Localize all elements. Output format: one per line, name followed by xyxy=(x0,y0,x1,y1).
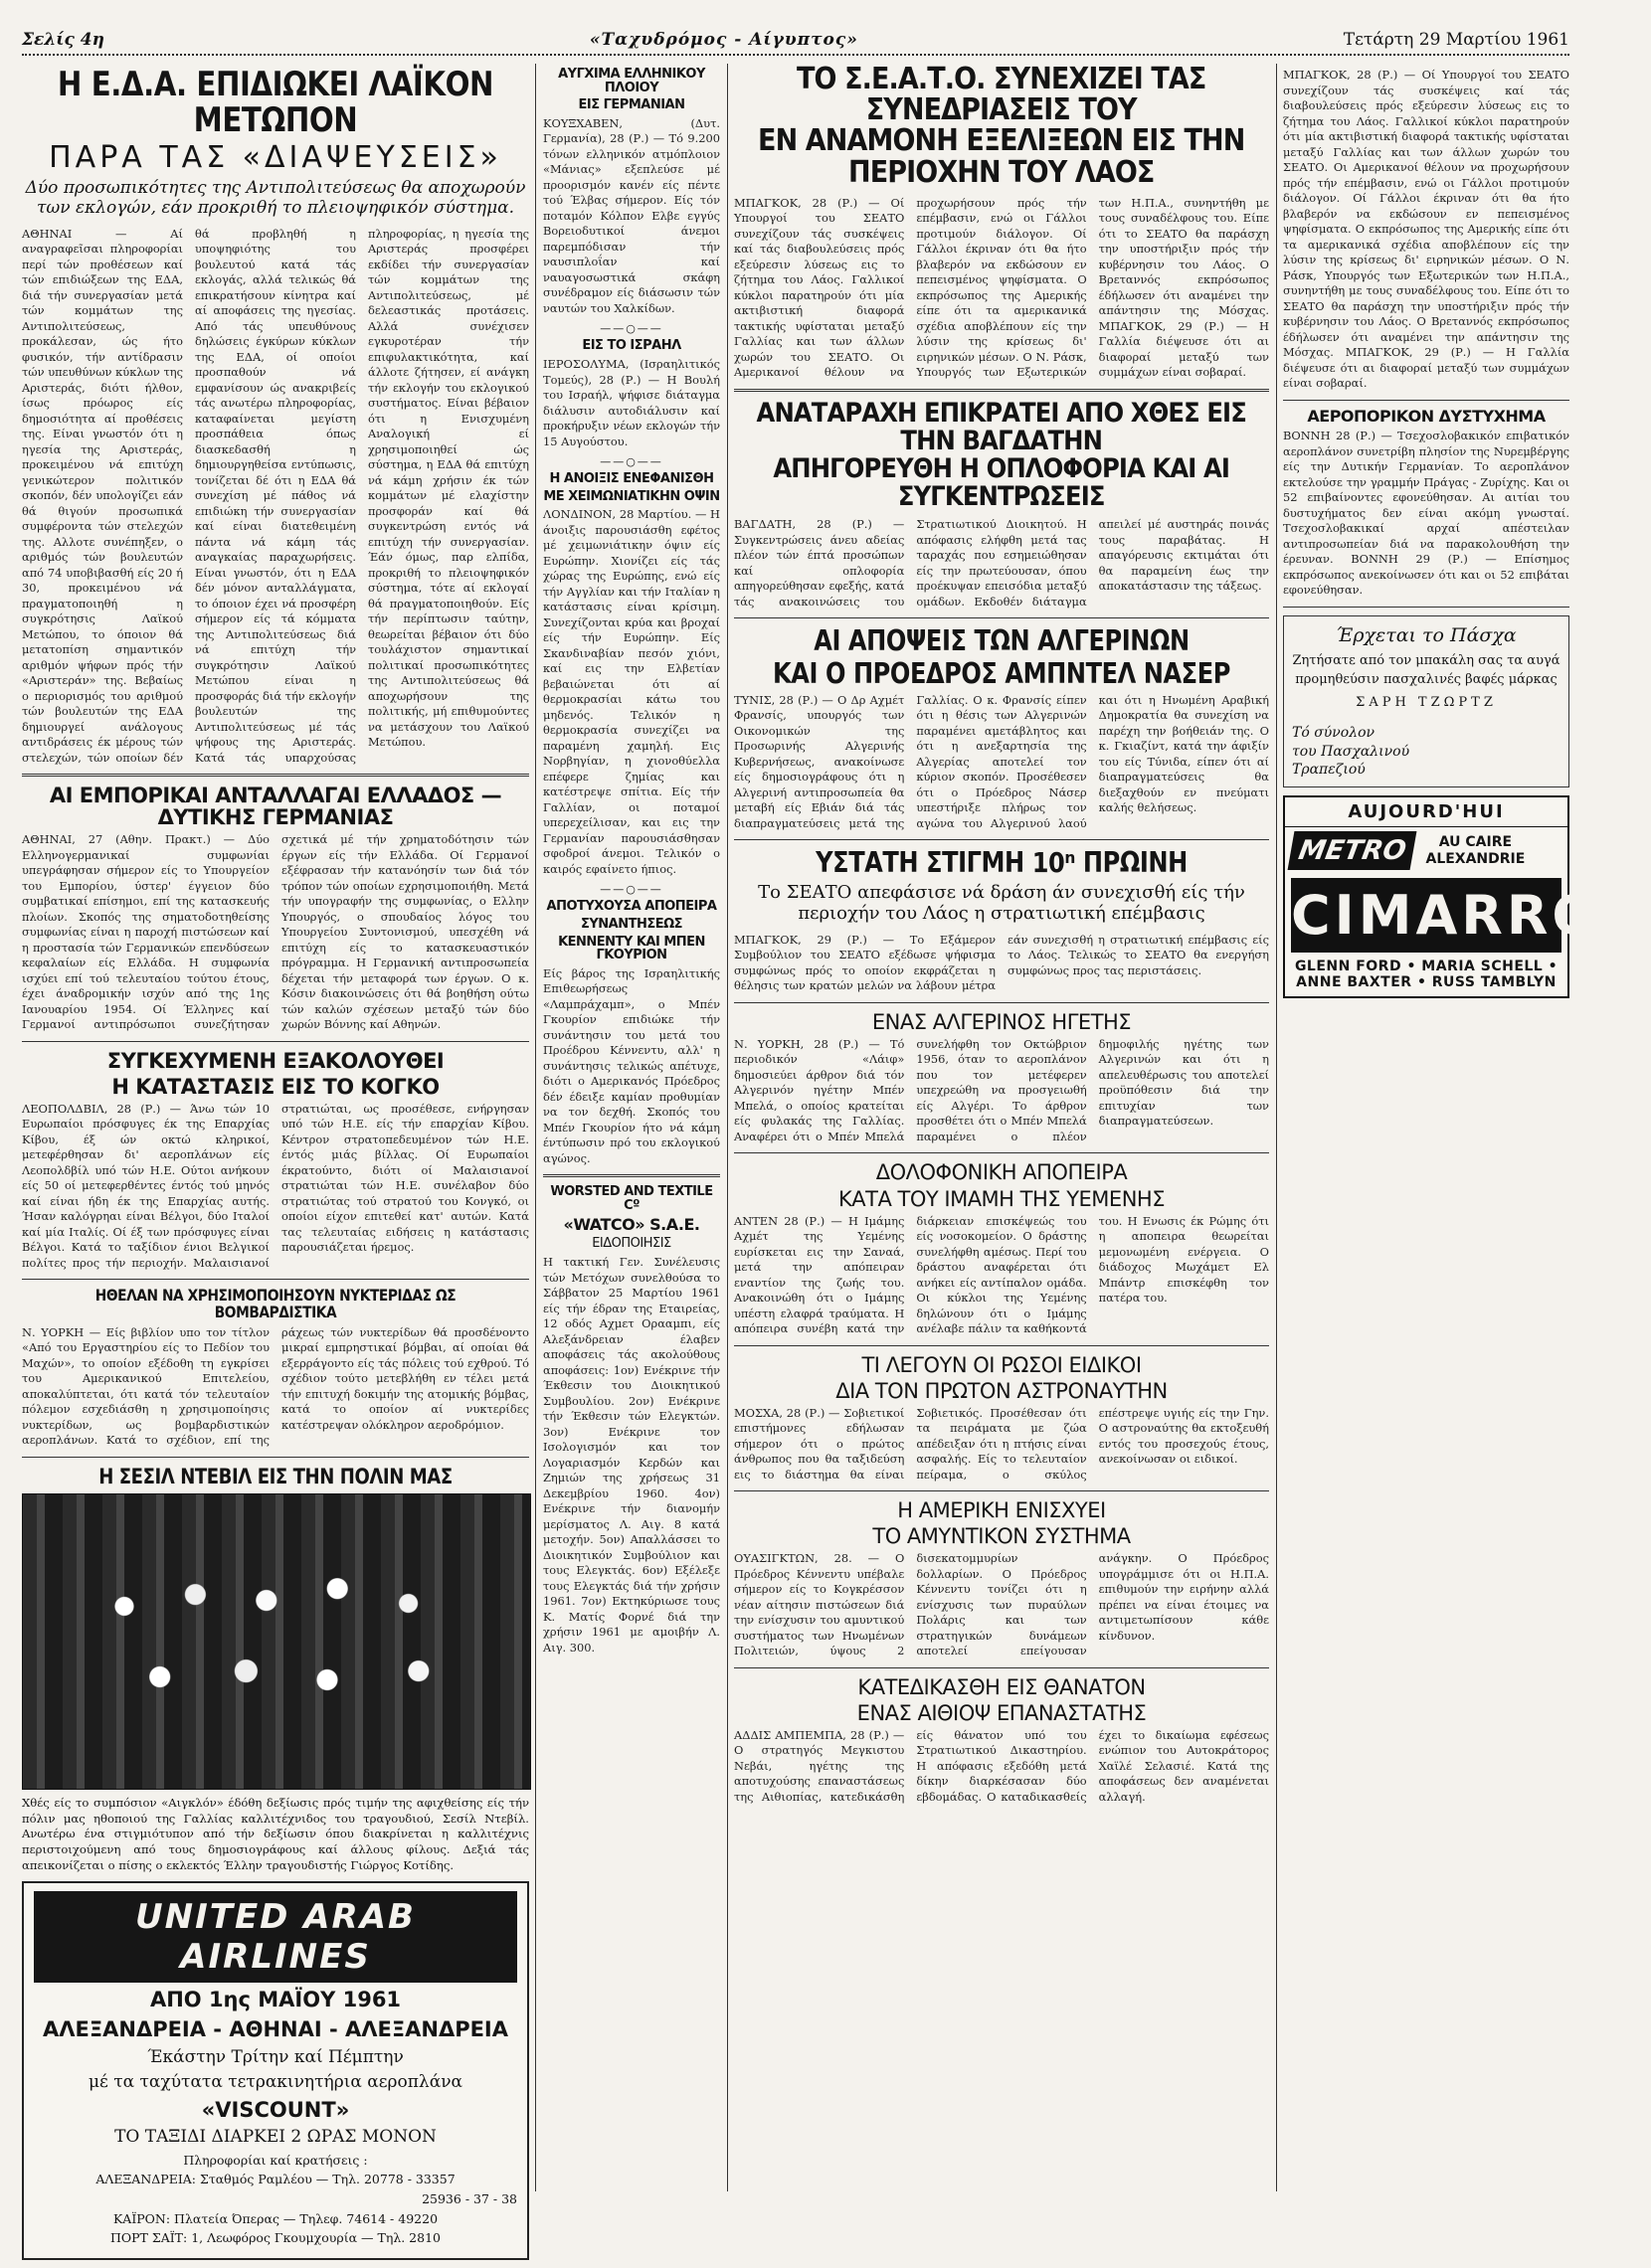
article-body: Ν. ΥΟΡΚΗ, 28 (Ρ.) — Τό περιοδικόν «Λάιφ» δημοσιεύει άρθρον διά τόν Αλγερινόν ηγέτην Μπέν Μπελά, ο οποίος κρατείται είς φυλακάς της Γαλλίας. Αναφέρει ότι ο Μπέν Μπελά συνελήφθη τον Οκτώβριον 1956, όταν το αεροπλάνον που τον μετέφερεν υπεχρεώθη να προσγειωθή είς Αλγέρι. Το άρθρον προσθέτει ότι ο Μπέν Μπελά παραμένει ο πλέον δημοφιλής ηγέτης των Αλγερινών και ότι η απελευθέρωσις του αποτελεί προϋπόθεσιν διά την επιτυχίαν των διαπραγματεύσεων. xyxy=(734,1036,1269,1143)
headline: ΗΘΕΛΑΝ ΝΑ ΧΡΗΣΙΜΟΠΟΙΗΣΟΥΝ ΝΥΚΤΕΡΙΔΑΣ ΩΣ ΒΟΜΒΑΡΔΙΣΤΙΚΑ xyxy=(94,1286,457,1322)
headline: ΑΙ ΑΠΟΨΕΙΣ ΤΩΝ ΑΛΓΕΡΙΝΩΝ xyxy=(814,624,1190,658)
article-baghdad xyxy=(734,397,1269,610)
ad-text: μέ τα ταχύτατα τετρακινητήρια αεροπλάνα xyxy=(88,2071,463,2092)
headline: ΑΝΑΤΑΡΑΧΗ ΕΠΙΚΡΑΤΕΙ ΑΠΟ ΧΘΕΣ ΕΙΣ ΤΗΝ ΒΑΓΔΑΤΗΝ xyxy=(756,397,1246,456)
headline: ΑΕΡΟΠΟΡΙΚΟΝ ΔΥΣΤΥΧΗΜΑ xyxy=(1307,406,1546,426)
subheadline: Δύο προσωπικότητες της Αντιπολιτεύσεως θα αποχωρούν των εκλογών, εάν προκριθή το πλειοψηφικόν σύστημα. xyxy=(25,177,526,219)
ad-text: ΠΟΡΤ ΣΑΪΤ: 1, Λεωφόρος Γκουμχουρία — Τηλ. 2810 xyxy=(110,2230,441,2246)
headline: ΔΙΑ ΤΟΝ ΠΡΩΤΟΝ ΑΣΤΡΟΝΑΥΤΗΝ xyxy=(835,1378,1168,1403)
article-body: ΤΥΝΙΣ, 28 (Ρ.) — Ο Δρ Αχμέτ Φρανσίς, υπουργός των Οικονομικών της Προσωρινής Αλγερινής Κυβερνήσεως, ανακοίνωσε είς δημοσιογράφους ότι η Αλγερινή αντιπροσωπεία θα μεταβή είς Εβιάν διά τάς διαπραγματεύσεις μετά της Γαλλίας. Ο κ. Φρανσίς είπεν ότι η θέσις των Αλγερινών παραμένει αμετάβλητος και ότι η ανεξαρτησία της Αλγερίας αποτελεί τον κύριον σκοπόν. Προσέθεσεν ότι ο Πρόεδρος Νάσερ υπεστήριξε πλήρως τον αγώνα του Αλγερινού λαού και ότι η Ηνωμένη Αραβική Δημοκρατία θα συνεχίση να παρέχη την βοήθειάν της. Ο κ. Γκιαζίντ, κατά την άφιξίν του είς Τύνιδα, είπεν ότι αί διαπραγματεύσεις θα διεξαχθούν εν πνεύματι καλής θελήσεως. xyxy=(734,692,1269,830)
cinema-header xyxy=(1285,827,1567,874)
headline: ΕΝΑΣ ΑΙΘΙΟΨ ΕΠΑΝΑΣΤΑΤΗΣ xyxy=(856,1700,1147,1725)
divider xyxy=(22,1041,529,1042)
paper-name: «Ταχυδρόμος - Αίγυπτος» xyxy=(589,30,858,50)
article-body: ΑΔΔΙΣ ΑΜΠΕΜΠΑ, 28 (Ρ.) — Ο στρατηγός Μεγκιστου Νεβάι, ηγέτης της αποτυχούσης επαναστάσεως της Αιθιοπίας, κατεδικάσθη είς θάνατον υπό του Στρατιωτικού Δικαστηρίου. Η απόφασις εξεδόθη μετά δίκην διαρκέσασαν δύο εβδομάδας. Ο καταδικασθείς έχει το δικαίωμα εφέσεως ενώπιον του Αυτοκράτορος Χαϊλέ Σελασιέ. Κατά της αποφάσεως δεν αναμένεται αλλαγή. xyxy=(734,1727,1269,1804)
airline-logo: UNITED ARAB AIRLINES xyxy=(34,1891,517,1983)
subheadline: Το ΣΕΑΤΟ απεφάσισε νά δράση άν συνεχισθή είς τήν περιοχήν του Λάος η στρατιωτική επέμβασις xyxy=(758,881,1245,925)
headline: ΜΕ ΧΕΙΜΩΝΙΑΤΙΚΗΝ ΟΨΙΝ xyxy=(543,488,720,504)
article-body: ΒΑΓΔΑΤΗ, 28 (Ρ.) — Συγκεντρώσεις άνευ αδείας πλέον τών έπτά προσώπων καί οπλοφορία απηγορεύθησαν εφεξής, κατά τάς ανακοινώσεις του Στρατιωτικού Διοικητού. Η απόφασις ελήφθη μετά τας ταραχάς που εσημειώθησαν είς την πρωτεύουσαν, όπου προέκυψαν επεισόδια μεταξύ ομάδων. Εκδοθέν διάταγμα απειλεί μέ αυστηράς ποινάς τους παραβάτας. Η απαγόρευσις εκτιμάται ότι θα παραμείνη έως την αποκατάστασιν της τάξεως. xyxy=(734,517,1269,609)
headline: ΕΙΣ ΓΕΡΜΑΝΙΑΝ xyxy=(578,97,685,113)
headline: ΠΑΡΑ ΤΑΣ «ΔΙΑΨΕΥΣΕΙΣ» xyxy=(49,140,502,176)
column-rule xyxy=(535,64,536,2191)
newspaper-page xyxy=(22,14,1651,2246)
article-body: ΑΝΤΕΝ 28 (Ρ.) — Η Ιμάμης Αχμέτ της Υεμένης ευρίσκεται εις την Σαναά, μετά την απόπειραν εναντίον της ζωής του. Ανακοινώθη ότι ο Ιμάμης υπέστη ελαφρά τραύματα. Η απόπειρα συνέβη κατά την διάρκειαν επισκέψεώς του είς νοσοκομείον. Ο δράστης συνελήφθη αμέσως. Περί του δράστου αναφέρεται ότι ανήκει είς αντίπαλον ομάδα. Οι κύκλοι της Υεμένης δηλώνουν ότι ο Ιμάμης ανέλαβε πάλιν τα καθήκοντά του. Η Ενωσις έκ Ρώμης ότι η αποπειρα θεωρείται μεμονωμένη ενέργεια. Ο διάδοχος Μωχάμετ Ελ Μπάντρ επισκέφθη τον πατέρα του. xyxy=(734,1213,1269,1336)
divider xyxy=(22,1279,529,1280)
ad-slogan-line: του Πασχαλινού xyxy=(1292,743,1410,760)
company-notice xyxy=(543,1185,720,1656)
headline: Η ΣΕΣΙΛ ΝΤΕΒΙΛ ΕΙΣ ΤΗΝ ΠΟΛΙΝ ΜΑΣ xyxy=(98,1464,453,1488)
article-body: ΜΠΑΓΚΟΚ, 28 (Ρ.) — Οί Υπουργοί του ΣΕΑΤΟ συνεχίζουν τάς συσκέψεις καί τάς διαβουλεύσεις πρός εξεύρεσιν λύσεως εις το ζήτημα του Λάος. Γαλλικοί κύκλοι παρατηρούν ότι μία ακτιβιστική διαφορά τακτικής υφίσταται μεταξύ Γαλλίας και των άλλων χωρών του ΣΕΑΤΟ. Οι Αμερικανοί θέλουν να προχωρήσουν πρός τήν επέμβασιν, ενώ οι Γάλλοι προτιμούν διάλογον. Οί Γάλλοι έκριναν ότι θα ήτο βλαβερόν να εκδώσουν εν πεπεισμένος ψηφίσματα. Ο εκπρόσωπος της Αμερικής είπε ότι τα αμερικανικά σχέδια αποβλέπουν είς την λύσιν της κρίσεως δι' ειρηνικών μέσων. Ο Ν. Ράσκ, Υπουργός των Εξωτερικών των Η.Π.Α., συνηντήθη με τους συναδέλφους του. Είπε ότι το ΣΕΑΤΟ θα παράσχη την υποστήριξιν πρός τήν κυβέρνησιν του Λάος. Ο Βρεταννός εκπρόσωπος έδήλωσεν ότι αναμένει την απάντησιν της Μόσχας. ΜΠΑΓΚΟΚ, 29 (Ρ.) — Η Γαλλία διέψευσε ότι αι διαφοραί μεταξύ των συμμάχων είναι σοβαραί. xyxy=(1283,68,1569,390)
headline: ΕΝΑΣ ΑΛΓΕΡΙΝΟΣ ΗΓΕΤΗΣ xyxy=(871,1009,1132,1034)
article-body: ΛΕΟΠΟΛΔΒΙΛ, 28 (Ρ.) — Άνω τών 10 Ευρωπαίοι πρόσφυγες έκ της Επαρχίας Κίβου, έξ ών οκτώ κληρικοί, μετεφέρθησαν δι' αεροπλάνων είς Λεοπολδβίλ υπό τών Η.Ε. Ούτοι ανήκουν είς 50 οί μετεφερθέντες έντός τού μηνός καί είναι ήδη έκ της Επαρχίας αυτής. Ήσαν καλόγρηαι είναι Βέλγοι, δύο Ιταλοί καί μία Ιταλίς. Οί έξ των πρόσφυγες είναι Βέλγοι. Κατά το ταξίδιον ένιοι Βελγικοί πολίτες προς τήν περιοχήν. Μαλαισιανοί στρατιώται, ως προσέθεσε, ενήργησαν υπό τών Η.Ε. είς τήν επαρχίαν Κίβου. Κέντρον στρατοπεδευμένον τών Η.Ε. έντός μιάς βίλλας. Οί Ευρωπαίοι έκρατούντο, διότι οί Μαλαισιανοί στρατιώται τών Η.Ε. συνέλαβον δύο στρατιώτας τού στρατού του Κονγκό, οι οποίοι είχον επιτεθεί κατ' αυτών. Κατά τας τελευταίας ειδήσεις η κατάστασις παρουσιάζεται ήρεμος. xyxy=(22,1101,529,1270)
article-seato xyxy=(734,64,1269,381)
headline: ΑΥΓΧΙΜΑ ΕΛΛΗΝΙΚΟΥ ΠΛΟΙΟΥ xyxy=(558,67,705,95)
article-body: ΑΘΗΝΑΙ — Αί αναγραφεῖσαι πληροφορίαι περί τών προθέσεων καί τών επιδιώξεων της ΕΔΑ, διά τήν συνεργασίαν μετά τών κομμάτων της Αντιπολιτεύσεως, προκάλεσαν, ώς ήτο φυσικόν, τήν αντίδρασιν τών υπευθύνων κύκλων της Αριστεράς, διότι ήλθον, ίσως πρόωρος είς δημοσιότητα αί προθέσεις της. Είναι γνωστόν ότι η ηγεσία της Αριστεράς, προκειμένου νά επιτύχη γενικώτερον πολιτικόν σκοπόν, δέν υπολογίζει εάν θά θιγούν προσωπικά συμφέροντα τών στελεχών της. Αλλοτε συνέπηξεν, ο αριθμός τών βουλευτών από 74 υποβιβασθή είς 20 ή 30, προκειμένου νά πραγματοποιηθή η συγκρότησις Λαϊκού Μετώπου, το όποιον θά μετατοπίση σημαντικόν αριθμόν ψήφων πρός τήν «Αριστεράν» της. Βεβαίως ο περιορισμός του αριθμού τών βουλευτών της ΕΔΑ δημιουργεί ανάλογους αντιδράσεις έκ μέρους τών στελεχών, τών οποίων δέν θά προβληθή η υποψηφιότης του βουλευτού κατά τάς εκλογάς, αλλά τελικώς θά επικρατήσουν κίνητρα καί αί αποφάσεις της ηγεσίας. Από τάς υπευθύνους δηλώσεις έγκύρων κύκλων της ΕΔΑ, οί οποίοι προσπαθούν νά εμφανίσουν ώς ανακριβείς τάς ανωτέρω πληροφορίας, καταφαίνεται μεγίστη προσπάθεια όπως διασκεδασθή η δημιουργηθείσα εντύπωσις, τονίζεται δέ ότι η ΕΔΑ θά συνεχίση μέ πάθος νά επιδιώκη τήν συνεργασίαν καί είναι διατεθειμένη πάντα νά κάμη τάς αναγκαίας παραχωρήσεις. Είναι γνωστόν, ότι η ΕΔΑ δέν μόνον ανταλλάγματα, το όποιον έχει νά προσφέρη σήμερον είς τά κόμματα της Αντιπολιτεύσεως διά νά επιτύχη τήν συγκρότησιν Λαϊκού Μετώπου είναι η προσφοράς διά τήν εκλογήν βουλευτών της Αντιπολιτεύσεως μέ τάς ψήφους της Αριστεράς. Κατά τάς υπαρχούσας πληροφορίας, η ηγεσία της Αριστεράς προσφέρει εκδίδει τήν συνεργασίαν τών κομμάτων της Αντιπολιτεύσεως, μέ δελεαστικάς προτάσεις. Αλλά συνέχισεν εγκυροτέραν τήν επιφυλακτικότητα, καί άλλοτε ζήτησεν, εί ανάγκη τήν εκλογήν του εκλογικού συστήματος. Είναι βέβαιον ότι η Ενισχυμένη Αναλογική εί χρησιμοποιηθεί ώς σύστημα, η ΕΔΑ θά επιτύχη νά κάμη χρήσιν έκ τών κομμάτων μέ ελαχίστην προσφοράν καί θά συγκεντρώση εντός νά επιτύχη τήν συνεργασίαν. Έάν όμως, παρ ελπίδα, προκριθή το πλειοψηφικόν σύστημα, τότε αί εκλογαί θά πραγματοποιηθούν. Είς τήν περίπτωσιν ταύτην, θεωρείται βέβαιον ότι δύο τουλάχιστον σημαντικαί πολιτικαί προσωπικότητες της Αντιπολιτεύσεως θά αποχωρήσουν της πολιτικής, μή επιθυμούντες να μετάσχουν του Λαϊκού Μετώπου. xyxy=(22,226,529,765)
headline: ΤΟ ΑΜΥΝΤΙΚΟΝ ΣΥΣΤΗΜΑ xyxy=(872,1524,1131,1549)
article-algerian-leader xyxy=(734,1011,1269,1145)
news-photo xyxy=(22,1493,531,1790)
article-shipwreck xyxy=(543,68,720,316)
article-body: ΙΕΡΟΣΟΛΥΜΑ, (Ισραηλιτικός Τομεύς), 28 (Ρ.) — Η Βουλή του Ισραήλ, ψήφισε διάταγμα διάλυσιν αυτοδιάλυσιν καί προκήρυξιν νέων εκλογών τήν 15 Αυγούστου. xyxy=(543,357,720,448)
divider: ——○—— xyxy=(600,455,663,469)
divider xyxy=(734,839,1269,840)
article-congo xyxy=(22,1050,529,1272)
article-astronaut xyxy=(734,1354,1269,1483)
article-devil xyxy=(22,1466,529,1873)
cinema-city: AU CAIRE xyxy=(1438,834,1513,851)
headline: Η ΚΑΤΑΣΤΑΣΙΣ ΕΙΣ ΤΟ ΚΟΓΚΟ xyxy=(111,1074,440,1099)
ad-text: 25936 - 37 - 38 xyxy=(422,2190,517,2206)
page-number: Σελίς 4η xyxy=(22,30,104,50)
headline: ΕΙΔΟΠΟΙΗΣΙΣ xyxy=(592,1236,671,1252)
headline: WORSTED AND TEXTILE Cº xyxy=(550,1184,713,1214)
headline: ΤΙ ΛΕΓΟΥΝ ΟΙ ΡΩΣΟΙ ΕΙΔΙΚΟΙ xyxy=(861,1352,1142,1377)
article-body: ΒΟΝΝΗ 28 (Ρ.) — Τσεχοσλοβακικόν επιβατικόν αεροπλάνον συνετρίβη πλησίον της Νυρεμβέργης είς την Δυτικήν Γερμανίαν. Το αεροπλάνον εκτελούσε την γραμμήν Πράγας - Ζυρίχης. Και οι 52 επιβαίνοντες εφονεύθησαν. Αι αιτίαι του δυστυχήματος δεν είναι ακόμη γνωσταί. Τσεχοσλοβακικαί αρχαί απέστειλαν αντιπροσωπείαν διά να παρακολουθήση την έρευναν. ΒΟΝΝΗ 29 (Ρ.) — Επίσημος εκπρόσωπος ανεκοίνωσεν ότι και οι 52 επιβάται εφονεύθησαν. xyxy=(1283,429,1569,598)
headline: ΚΕΝΝΕΝΤΥ ΚΑΙ ΜΠΕΝ ΓΚΟΥΡΙΟΝ xyxy=(558,934,705,963)
headline: ΕΝ ΑΝΑΜΟΝΗ ΕΞΕΛΙΞΕΩΝ ΕΙΣ ΤΗΝ ΠΕΡΙΟΧΗΝ ΤΟΥ ΛΑΟΣ xyxy=(758,123,1245,190)
masthead xyxy=(22,14,1569,56)
headline: ΚΑΙ Ο ΠΡΟΕΔΡΟΣ ΑΜΠΝΤΕΛ ΝΑΣΕΡ xyxy=(773,657,1230,691)
article-air-crash xyxy=(1283,406,1569,599)
headline: ΑΙ ΕΜΠΟΡΙΚΑΙ ΑΝΤΑΛΛΑΓΑΙ ΕΛΛΑΔΟΣ — ΔΥΤΙΚΗΣ ΓΕΡΜΑΝΙΑΣ xyxy=(49,784,502,830)
headline: ΑΠΗΓΟΡΕΥΘΗ Η ΟΠΛΟΦΟΡΙΑ ΚΑΙ ΑΙ ΣΥΓΚΕΝΤΡΩΣΕΙΣ xyxy=(773,452,1230,512)
ad-text: «VISCOUNT» xyxy=(201,2098,350,2123)
headline: Η Ε.Δ.Α. ΕΠΙΔΙΩΚΕΙ ΛΑΪΚΟΝ ΜΕΤΩΠΟΝ xyxy=(57,65,494,140)
article-defense xyxy=(734,1499,1269,1659)
article-yemen xyxy=(734,1161,1269,1336)
ad-text: Ζητήσατε από τον μπακάλη σας τα αυγά προμηθεύσιν πασχαλινές βαφές μάρκας xyxy=(1292,652,1560,687)
ad-slogan-line: Τό σύνολον xyxy=(1292,725,1376,742)
ad-text: ΤΟ ΤΑΞΙΔΙ ΔΙΑΡΚΕΙ 2 ΩΡΑΣ ΜΟΝΟΝ xyxy=(114,2127,437,2148)
divider xyxy=(734,1345,1269,1346)
article-body: Ν. ΥΟΡΚΗ — Είς βιβλίον υπο τον τίτλον «Από του Εργαστηρίου είς το Πεδίον του Μαχών», το οποίον εξέδοθη τη εγκρίσει του Αμερικανικού Επιτελείου, αποκαλύπτεται, ότι κατά τόν τελευταίον πόλεμον εσχεδιάσθη η χρησιμοποίησις νυκτερίδων, ως βομβαρδιστικών αεροπλάνων. Κατά το σχέδιον, επί της ράχεως τών νυκτερίδων θά προσδένοντο μικραί εμπρηστικαί βόμβαι, αί οποίαι θά εξερράγοντο είς τάς πόλεις τού εχθρού. Τό σχέδιον τούτο μετεβλήθη εν τέλει μετά τήν επιτυχή δοκιμήν της ατομικής βόμβας, κατά το οποίον αί νυκτερίδες κατέστρεψαν ολόκληρον αεροδρόμιον. xyxy=(22,1324,529,1448)
headline: Η ΑΜΕΡΙΚΗ ΕΝΙΣΧΥΕΙ xyxy=(897,1498,1106,1523)
article-israel xyxy=(543,339,720,449)
article-ethiopia xyxy=(734,1676,1269,1806)
ad-slogan xyxy=(1292,724,1560,779)
ad-title: Έρχεται το Πάσχα xyxy=(1336,623,1517,646)
column-left xyxy=(22,64,529,2268)
cinema-advert xyxy=(1283,795,1651,998)
divider xyxy=(734,1002,1269,1003)
divider xyxy=(1283,607,1569,608)
article-body: ΟΥΑΣΙΓΚΤΩΝ, 28. — Ο Πρόεδρος Κέννεντυ υπέβαλε σήμερον είς το Κογκρέσσον νέαν αίτησιν πιστώσεων διά την ενίσχυσιν του αμυντικού συστήματος των Ηνωμένων Πολιτειών, ύψους 2 δισεκατομμυρίων δολλαρίων. Ο Πρόεδρος Κέννεντυ τονίζει ότι η ενίσχυσις των πυραύλων Πολάρις και των στρατηγικών δυνάμεων αποτελεί επείγουσαν ανάγκην. Ο Πρόεδρος υπογράμμισε ότι οι Η.Π.Α. επιθυμούν την ειρήνην αλλά πρέπει να είναι έτοιμες να αντιμετωπίσουν κάθε κίνδυνον. xyxy=(734,1551,1269,1658)
divider xyxy=(22,1457,529,1458)
article-body: ΚΟΥΞΧΑΒΕΝ, (Δυτ. Γερμανία), 28 (Ρ.) — Τό 9.200 τόνων ελληνικόν ατμόπλοιον «Μάνιας» εξεπλεύσε μέ προορισμόν κανέν είς πέντε τού Έλβας σήμερον. Είς τόν ποταμόν Κόλπον Ελβε εγγύς Βορειοδυτικοί άνεμοι παρεμπόδισαν τήν ναυσιπλοΐαν καί ναυαγοσωστικά σκάφη συνέδραμον είς διάσωσιν τών ναυτών του Χαλκίδων. xyxy=(543,115,720,315)
ad-text: ΑΛΕΞΑΝΔΡΕΙΑ: Σταθμός Ραμλέου — Τηλ. 20778 - 33357 xyxy=(95,2172,456,2187)
ad-text: ΑΠΟ 1ης ΜΑΪΟΥ 1961 xyxy=(149,1988,402,2012)
ad-text: ΚΑΪΡΟΝ: Πλατεία Όπερας — Τηλεφ. 74614 - 49220 xyxy=(112,2210,439,2226)
ad-slogan-line: Τραπεζιού xyxy=(1292,761,1366,778)
divider: ——○—— xyxy=(600,322,663,336)
article-bats xyxy=(22,1288,529,1449)
easter-advert xyxy=(1283,615,1569,787)
ad-text: Έκάστην Τρίτην καί Πέμπτην xyxy=(147,2046,404,2067)
headline: Η ΑΝΟΙΞΙΣ ΕΝΕΦΑΝΙΣΘΗ xyxy=(549,471,714,487)
headline: «WATCO» S.A.E. xyxy=(563,1214,700,1234)
article-body: ΑΘΗΝΑΙ, 27 (Αθην. Πρακτ.) — Δύο Ελληνογερμανικαί συμφωνίαι υπεγράφησαν σήμερον είς το Υπουργείον του Εμπορίου, ύστερ' έγγειον δύο συμβατικαί επίσημοι, επί της κατασκευής πλοίων. Σκοπός της σηματοδοτηθείσης συμφωνίας είναι η παροχή πιστώσεων καί η προστασία τών Γερμανικών επενδύσεων κεφαλαίων είς Ελλάδα. Η συμφωνία ισχύει επί τού τελευταίου τούτου έτους, έχει άναδρομικήν ισχύν από της 1ης Ιανουαρίου 1954. Οί Έλληνες καί Γερμανοί αντιπρόσωποι συνεζήτησαν σχετικά μέ τήν χρηματοδότησιν τών έργων είς τήν Ελλάδα. Οί Γερμανοί εξέφρασαν τήν κατανόησίν των διά τόν τρόπον τών οποίων εχρησιμοποιήθη. Μετά τήν υπογραφήν της συμφωνίας, ο Ελλην Υπουργός, ο σπουδαίος λόγος του Υπουργείου Συντονισμού, υπεσχέθη νά επιτύχη είς το κατασκευαστικόν πρόγραμμα. Η Γερμανική αντιπροσωπεία δέχεται τήν μεταφορά των έργων. Ο κ. Κόσιν διακοινώσεις ότι θά βοηθήση ούτω τών καλών σχέσεων μεταξύ τών δύο χωρών Βόννης καί Αθηνών. xyxy=(22,832,529,1032)
headline: ΚΑΤΑ ΤΟΥ ΙΜΑΜΗ ΤΗΣ ΥΕΜΕΝΗΣ xyxy=(838,1186,1165,1211)
ad-text: Πληροφορίαι καί κρατήσεις : xyxy=(183,2152,368,2168)
divider xyxy=(734,1667,1269,1668)
cinema-city: ALEXANDRIE xyxy=(1425,850,1526,867)
airline-advert xyxy=(22,1881,529,2260)
article-body: ΜΠΑΓΚΟΚ, 29 (Ρ.) — Το Εξάμερον Συμβούλιον του ΣΕΑΤΟ εξέδωσε ψήφισμα συμφώνως πρός το οποίον εκφράζεται η θέλησις των κρατών μελών να λάβουν μέτρα εάν συνεχισθή η στρατιωτική επέμβασις είς το Λάος. Τελικώς το ΣΕΑΤΟ θα ενεργήση συμφώνως προς τας περιστάσεις. xyxy=(734,932,1269,993)
column-right xyxy=(1283,64,1651,1006)
column-center xyxy=(734,64,1269,1811)
headline: ΥΣΤΑΤΗ ΣΤΙΓΜΗ 10ⁿ ΠΡΩΙΝΗ xyxy=(816,846,1188,880)
film-title: CIMARRON xyxy=(1291,878,1561,953)
divider xyxy=(543,1174,720,1177)
article-spring xyxy=(543,472,720,877)
article-body: Είς βάρος της Ισραηλιτικής Επιθεωρήσεως «Λαμπράχαμπ», ο Μπέν Γκουρίον επιδιώκε τήν συνάντησιν του μετά του Προέδρου Κέννεντυ, αλλ' η συνάντησις τελικώς απέτυχε, διότι ο Αμερικανός Πρόεδρος δέν έδειξε καμίαν προθυμίαν να τον δεχθή. Σκοπός του Μπέν Γκουρίον ήτο νά κάμη έντύπωσιν πρό του εκλογικού αγώνος. xyxy=(543,965,720,1165)
article-body: ΜΟΣΧΑ, 28 (Ρ.) — Σοβιετικοί επιστήμονες εδήλωσαν σήμερον ότι ο πρώτος άνθρωπος που θα ταξιδεύση εις το διάστημα θα είναι Σοβιετικός. Προσέθεσαν ότι τα πειράματα με ζώα απέδειξαν ότι η πτήσις είναι ασφαλής. Είς το τελευταίον πείραμα, ο σκύλος επέστρεψε υγιής είς την Γην. Ο αστροναύτης θα εκτοξευθή εντός του προσεχούς έτους, ανεκοίνωσαν οι ειδικοί. xyxy=(734,1405,1269,1482)
divider xyxy=(734,1152,1269,1153)
photo-caption: Χθές είς το συμπόσιον «Αιγκλόν» έδόθη δεξίωσις πρός τιμήν της αφιχθείσης είς τήν πόλιν μας ηθοποιού της Γαλλίας καλλιτέχνιδος του τραγουδιού, Σεσίλ Ντεβίλ. Ανωτέρω ένα στιγμιότυπον από τήν δεξίωσιν όπου διακρίνεται η καλλιτέχνις περιστοιχούμενη από τους δημοσιογράφους καί άλλους φίλους. Δεξιά τάς απεικονίζεται ο πίσης ο εκλεκτός Έλλην τραγουδιστής Γιώργος Κοτίδης. xyxy=(22,1795,529,1872)
headline: ΣΥΝΑΝΤΗΣΕΩΣ xyxy=(580,916,683,932)
article-body: ΜΠΑΓΚΟΚ, 28 (Ρ.) — Οί Υπουργοί του ΣΕΑΤΟ συνεχίζουν τάς συσκέψεις καί τάς διαβουλεύσεις πρός εξεύρεσιν λύσεως εις το ζήτημα του Λάος. Γαλλικοί κύκλοι παρατηρούν ότι μία ακτιβιστική διαφορά τακτικής υφίσταται μεταξύ Γαλλίας και των άλλων χωρών του ΣΕΑΤΟ. Οι Αμερικανοί θέλουν να προχωρήσουν πρός τήν επέμβασιν, ενώ οι Γάλλοι προτιμούν διάλογον. Οί Γάλλοι έκριναν ότι θα ήτο βλαβερόν να εκδώσουν εν πεπεισμένος ψηφίσματα. Ο εκπρόσωπος της Αμερικής είπε ότι τα αμερικανικά σχέδια αποβλέπουν είς την λύσιν της κρίσεως δι' ειρηνικών μέσων. Ο Ν. Ράσκ, Υπουργός των Εξωτερικών των Η.Π.Α., συνηντήθη με τους συναδέλφους του. Είπε ότι το ΣΕΑΤΟ θα παράσχη την υποστήριξιν πρός τήν κυβέρνησιν του Λάος. Ο Βρεταννός εκπρόσωπος έδήλωσεν ότι αναμένει την απάντησιν της Μόσχας. ΜΠΑΓΚΟΚ, 29 (Ρ.) — Η Γαλλία διέψευσε ότι αι διαφοραί μεταξύ των συμμάχων είναι σοβαραί. xyxy=(734,195,1269,380)
article-body: Η τακτική Γεν. Συνέλευσις τών Μετόχων συνελθούσα το Σάββατον 25 Μαρτίου 1961 είς τήν έδραν της Εταιρείας, 12 οδός Αχμετ Ορααμπι, είς Αλεξάνδρειαν έλαβεν αποφάσεις τάς ακολούθους αποφάσεις: 1ον) Ενέκρινε τήν Έκθεσιν του Διοικητικού Συμβουλίου. 2ον) Ενέκρινε τήν Έκθεσιν τών Ελεγκτών. 3ον) Ενέκρινε τον Ισολογισμόν και τον Λογαριασμόν Κερδών και Ζημιών της χρήσεως 31 Δεκεμβρίου 1960. 4ον) Ενέκρινε τήν διανομήν μερίσματος Λ. Αιγ. 8 κατά μετοχήν. 5ον) Απαλλάσσει το Διοικητικόν Συμβούλιον και τους Ελεγκτάς. 6ον) Εξέλεξε τους Ελεγκτάς διά τήν χρήσιν 1961. 7ον) Εκτηκύριωσε τους Κ. Ματίς Φορνέ διά την χρήσιν 1961 με αμοιβήν Λ. Αιγ. 300. xyxy=(543,1255,720,1655)
headline: ΔΟΛΟΦΟΝΙΚΗ ΑΠΟΠΕΙΡΑ xyxy=(875,1160,1128,1185)
headline: ΤΟ Σ.Ε.Α.Τ.Ο. ΣΥΝΕΧΙΖΕΙ ΤΑΣ ΣΥΝΕΔΡΙΑΣΕΙΣ ΤΟΥ xyxy=(797,62,1206,128)
article-body: ΛΟΝΔΙΝΟΝ, 28 Μαρτίου. — Η άνοιξις παρουσιάσθη εφέτος μέ χειμωνιάτικην όψιν είς Ευρώπην. Χιονίζει είς τάς χώρας της Ευρώπης, ενώ είς τήν Αγγλίαν και τήν Ιταλίαν η κατάστασις είναι κρίσιμη. Συνεχίζονται κρύα και βροχαί είς τήν Ευρώπην. Είς Σκανδιναβίαν πεσόν χιόνι, καί εις την Ελβετίαν βεβαιώνεται ότι αί θερμοκρασίαι κάτω του μηδενός. Τελικόν η θερμοκρασία συνεχίζει να παραμένη χαμηλή. Εις Νορβηγίαν, η χιονοθύελλα επέφερε ζημίας και κατέστρεψε σπίτια. Είς τήν Γαλλίαν, οι ποταμοί υπερεχείλισαν, και εις την Γερμανίαν παρουσιάσθησαν σφοδροί άνεμοι. Τελικόν ο καιρός εφαίνετο ήπιος. xyxy=(543,507,720,876)
divider: ——○—— xyxy=(600,883,663,897)
column-rule xyxy=(1276,64,1277,2191)
cinema-date: AUJOURD'HUI xyxy=(1285,797,1567,827)
issue-date: Τετάρτη 29 Μαρτίου 1961 xyxy=(1343,30,1569,50)
headline: ΣΥΓΚΕΧΥΜΕΝΗ ΕΞΑΚΟΛΟΥΘΕΙ xyxy=(106,1048,445,1073)
ad-brand: ΣΑΡΗ ΤΖΩΡΤΖ xyxy=(1356,695,1497,711)
divider xyxy=(734,389,1269,392)
article-eda xyxy=(22,65,529,766)
column-narrow xyxy=(543,64,720,1661)
divider xyxy=(22,774,529,777)
headline: ΚΑΤΕΔΙΚΑΣΘΗ ΕΙΣ ΘΑΝΑΤΟΝ xyxy=(857,1674,1146,1699)
article-algerians xyxy=(734,626,1269,831)
divider xyxy=(1283,400,1569,401)
headline: ΑΠΟΤΥΧΟΥΣΑ ΑΠΟΠΕΙΡΑ xyxy=(546,899,717,915)
article-kennedy xyxy=(543,900,720,1166)
cinema-location xyxy=(1425,834,1525,866)
article-trade xyxy=(22,785,529,1033)
divider xyxy=(734,1490,1269,1491)
film-stars: GLENN FORD • MARIA SCHELL • ANNE BAXTER • RUSS TAMBLYN xyxy=(1294,959,1559,991)
column-rule xyxy=(727,64,728,2191)
article-last-minute xyxy=(734,848,1269,994)
ad-text: ΑΛΕΞΑΝΔΡΕΙΑ - ΑΘΗΝΑΙ - ΑΛΕΞΑΝΔΡΕΙΑ xyxy=(43,2017,508,2042)
cinema-logo: METRO xyxy=(1288,831,1417,870)
divider xyxy=(734,617,1269,618)
headline: ΕΙΣ ΤΟ ΙΣΡΑΗΛ xyxy=(582,338,681,354)
